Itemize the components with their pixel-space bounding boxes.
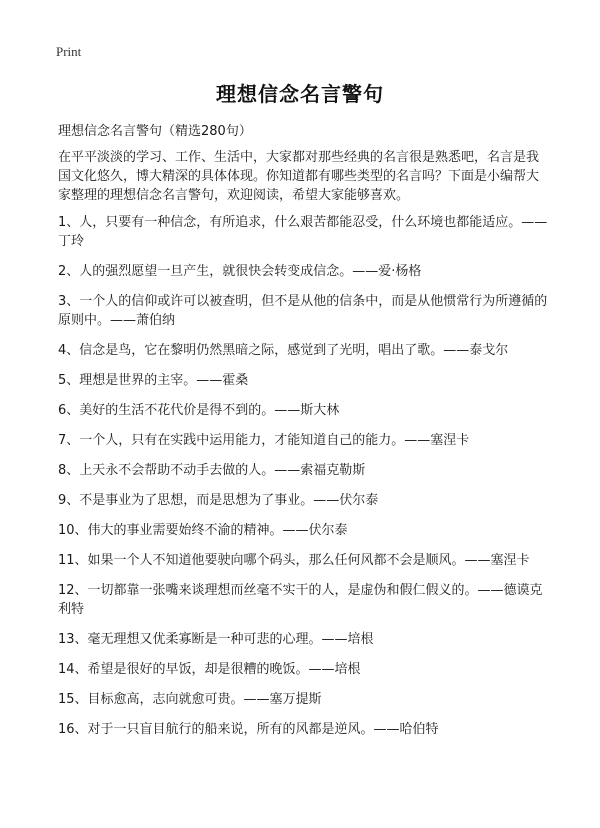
- quote-item: 10、伟大的事业需要始终不渝的精神。——伏尔泰: [58, 523, 348, 538]
- page-title: 理想信念名言警句: [216, 82, 384, 106]
- intro-paragraph: 在平平淡淡的学习、工作、生活中，大家都对那些经典的名言很是熟悉吧，名言是我国文化悠久，博大精深的具体体现。你知道都有哪些类型的名言吗？下面是小编帮大家整理的理想信念名言警句，欢迎阅读，希望大家能够喜欢。: [58, 150, 540, 203]
- quote-item: 7、一个人，只有在实践中运用能力，才能知道自己的能力。——塞涅卡: [58, 433, 470, 448]
- quote-item: 9、不是事业为了思想，而是思想为了事业。——伏尔泰: [58, 493, 379, 508]
- quote-item: 4、信念是鸟，它在黎明仍然黑暗之际，感觉到了光明，唱出了歌。——泰戈尔: [58, 343, 509, 358]
- quote-item: 5、理想是世界的主宰。——霍桑: [58, 373, 249, 388]
- quote-item: 1、人，只要有一种信念，有所追求，什么艰苦都能忍受，什么环境也都能适应。——丁玲: [58, 215, 548, 249]
- quote-item: 3、一个人的信仰或许可以被查明，但不是从他的信条中，而是从他惯常行为所遵循的原则中。——萧伯纳: [58, 294, 548, 328]
- quote-item: 12、一切都靠一张嘴来谈理想而丝毫不实干的人，是虚伪和假仁假义的。——德谟克利特: [58, 583, 543, 617]
- quote-list: [58, 213, 548, 750]
- quote-item: 13、毫无理想又优柔寡断是一种可悲的心理。——培根: [58, 632, 374, 647]
- quote-item: 14、希望是很好的早饭，却是很糟的晚饭。——培根: [58, 662, 361, 677]
- document-subtitle: 理想信念名言警句（精选280句）: [58, 124, 252, 139]
- quote-item: 16、对于一只盲目航行的船来说，所有的风都是逆风。——哈伯特: [58, 722, 439, 737]
- quote-item: 15、目标愈高，志向就愈可贵。——塞万提斯: [58, 692, 322, 707]
- quote-item: 11、如果一个人不知道他要驶向哪个码头，那么任何风都不会是顺风。——塞涅卡: [58, 553, 530, 568]
- print-label: Print: [56, 44, 82, 59]
- quote-item: 2、人的强烈愿望一旦产生，就很快会转变成信念。——爱·杨格: [58, 264, 422, 279]
- quote-item: 8、上天永不会帮助不动手去做的人。——索福克勒斯: [58, 463, 366, 478]
- quote-item: 6、美好的生活不花代价是得不到的。——斯大林: [58, 403, 340, 418]
